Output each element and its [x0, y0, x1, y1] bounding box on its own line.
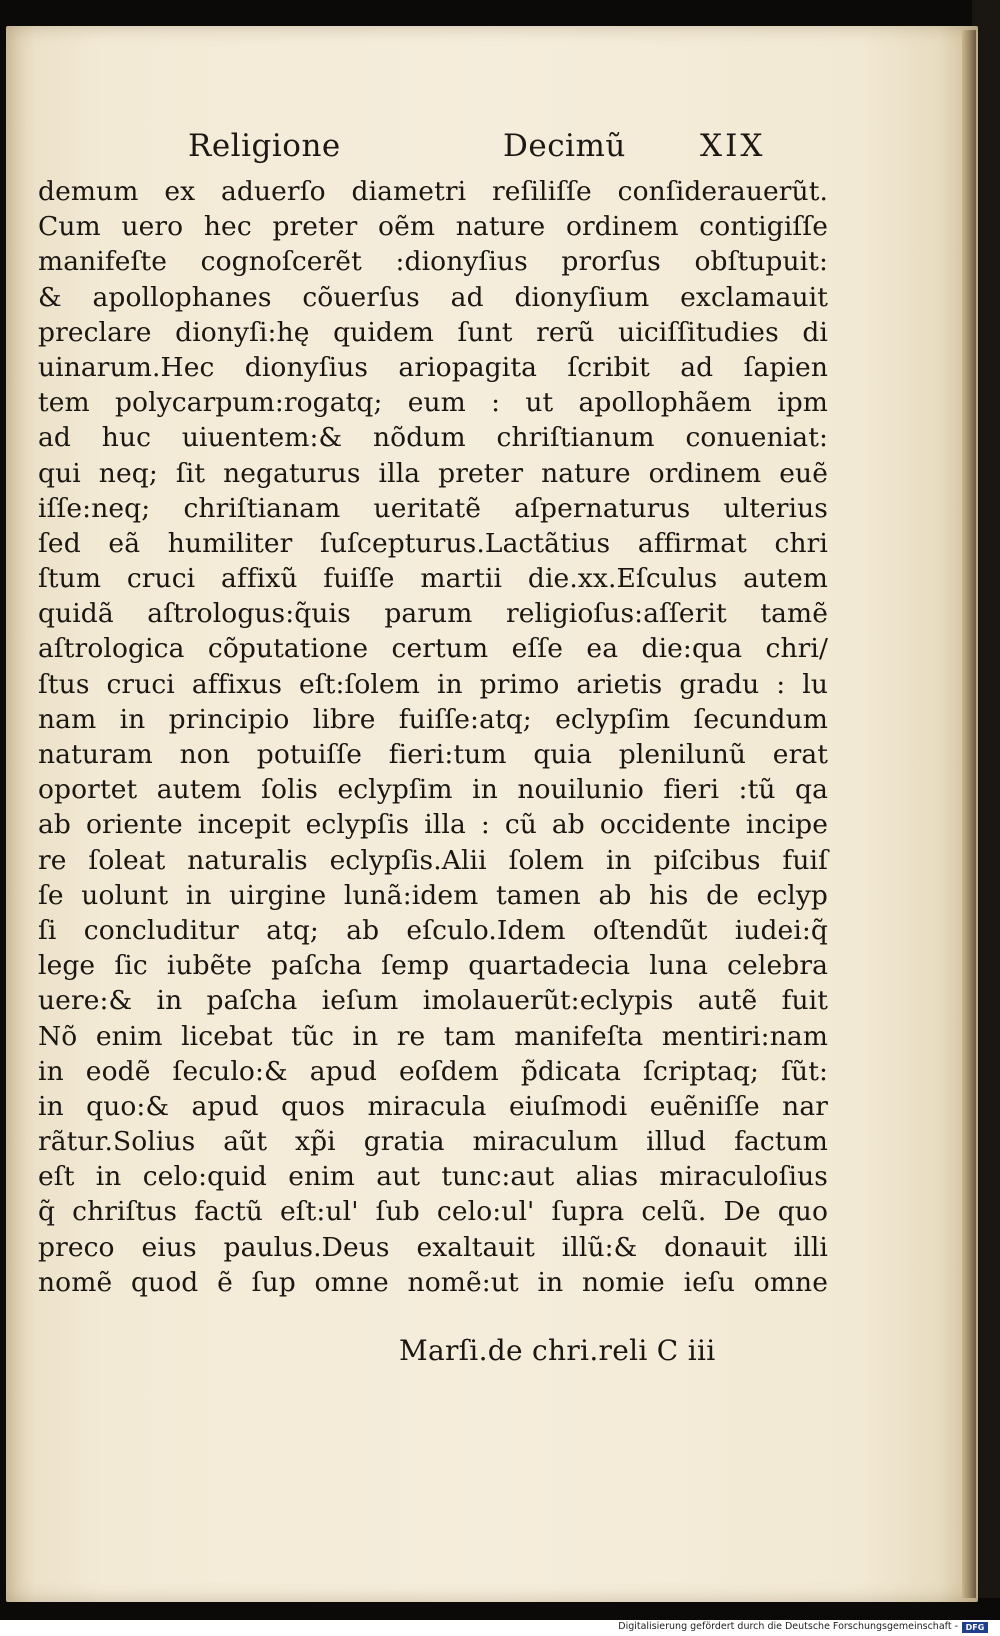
- running-header-middle: Decimũ: [503, 128, 626, 164]
- text-line: q̃ chriſtus factũ eſt:ul' ſub celo:ul' ſupra celũ. De quo: [38, 1196, 828, 1228]
- text-line: in eodẽ ſeculo:& apud eoſdem p̃dicata ſcriptaq; ſũt:: [38, 1055, 828, 1087]
- text-line: aſtrologica cõputatione certum eſſe ea die:qua chri/: [38, 633, 828, 665]
- text-line: Nõ enim licebat tũc in re tam manifeſta mentiri:nam: [38, 1020, 828, 1052]
- page-edge-shadow: [962, 30, 976, 1598]
- text-line: manifeſte cognoſcerẽt :dionyſius prorſus obſtupuit:: [38, 246, 828, 278]
- text-line: ad huc uiuentem:& nõdum chriſtianum conueniat:: [38, 422, 828, 454]
- text-line: in quo:& apud quos miracula eiuſmodi euẽniſſe nar: [38, 1090, 828, 1122]
- text-line: lege ſic iubẽte paſcha ſemp quartadecia luna celebra: [38, 950, 828, 982]
- running-header-left: Religione: [188, 128, 341, 164]
- text-line: ſtus cruci affixus eſt:ſolem in primo arietis gradu : lu: [38, 668, 828, 700]
- text-line: uinarum.Hec dionyſius ariopagita ſcribit ad ſapien: [38, 351, 828, 383]
- book-page: [6, 26, 978, 1602]
- text-line: ſed eã humiliter ſuſcepturus.Lactãtius affirmat chri: [38, 527, 828, 559]
- text-line: nomẽ quod ẽ ſup omne nomẽ:ut in nomie ieſu omne: [38, 1266, 828, 1298]
- body-text: [38, 174, 828, 1300]
- text-line: demum ex aduerſo diametri reſiliſſe conſiderauerũt.: [38, 176, 828, 207]
- text-line: quidã aſtrologus:q̃uis parum religioſus:aſſerit tamẽ: [38, 598, 828, 630]
- text-line: ſtum cruci affixũ fuiſſe martii die.xx.Eſculus autem: [38, 563, 828, 595]
- text-line: uere:& in paſcha ieſum imolauerũt:eclypis autẽ fuit: [38, 985, 828, 1017]
- text-line: re ſoleat naturalis eclypſis.Alii ſolem in piſcibus fuiſ: [38, 844, 828, 876]
- text-line: ſe uolunt in uirgine lunã:idem tamen ab his de eclyp: [38, 879, 828, 911]
- text-line: preclare dionyſi:hę quidem ſunt rerũ uiciſſitudies di: [38, 316, 828, 348]
- text-line: preco eius paulus.Deus exaltauit illũ:& donauit illi: [38, 1231, 828, 1263]
- text-line: eſt in celo:quid enim aut tunc:aut alias miraculoſius: [38, 1161, 828, 1193]
- text-line: ab oriente incepit eclypſis illa : cũ ab occidente incipe: [38, 809, 828, 841]
- dfg-logo: DFG: [962, 1622, 988, 1633]
- text-line: ſi concluditur atq; ab eſculo.Idem oſtendũt iudei:q̃: [38, 914, 828, 946]
- digitization-credit: Digitalisierung gefördert durch die Deutsche Forschungsgemeinschaft -: [618, 1621, 958, 1632]
- text-line: rãtur.Solius aũt xp̃i gratia miraculum illud factum: [38, 1126, 828, 1158]
- text-line: Cum uero hec preter oẽm nature ordinem contigiſſe: [38, 211, 828, 243]
- text-line: qui neq; ſit negaturus illa preter nature ordinem euẽ: [38, 457, 828, 489]
- running-header: [6, 128, 978, 178]
- folio-number: XIX: [700, 128, 766, 164]
- scan-border-top: [0, 0, 1000, 28]
- text-line: naturam non potuiſſe fieri:tum quia plenilunũ erat: [38, 739, 828, 770]
- text-line: oportet autem ſolis eclypſim in nouilunio fieri :tũ qa: [38, 774, 828, 806]
- text-line: nam in principio libre fuiſſe:atq; eclypſim ſecundum: [38, 703, 828, 735]
- text-line: tem polycarpum:rogatq; eum : ut apollophãem ipm: [38, 387, 828, 419]
- signature-mark: Marſi.de chri.reli C iii: [399, 1334, 716, 1367]
- text-line: iſſe:neq; chriſtianam ueritatẽ aſpernaturus ulterius: [38, 492, 828, 524]
- text-line: & apollophanes cõuerſus ad dionyſium exclamauit: [38, 281, 828, 313]
